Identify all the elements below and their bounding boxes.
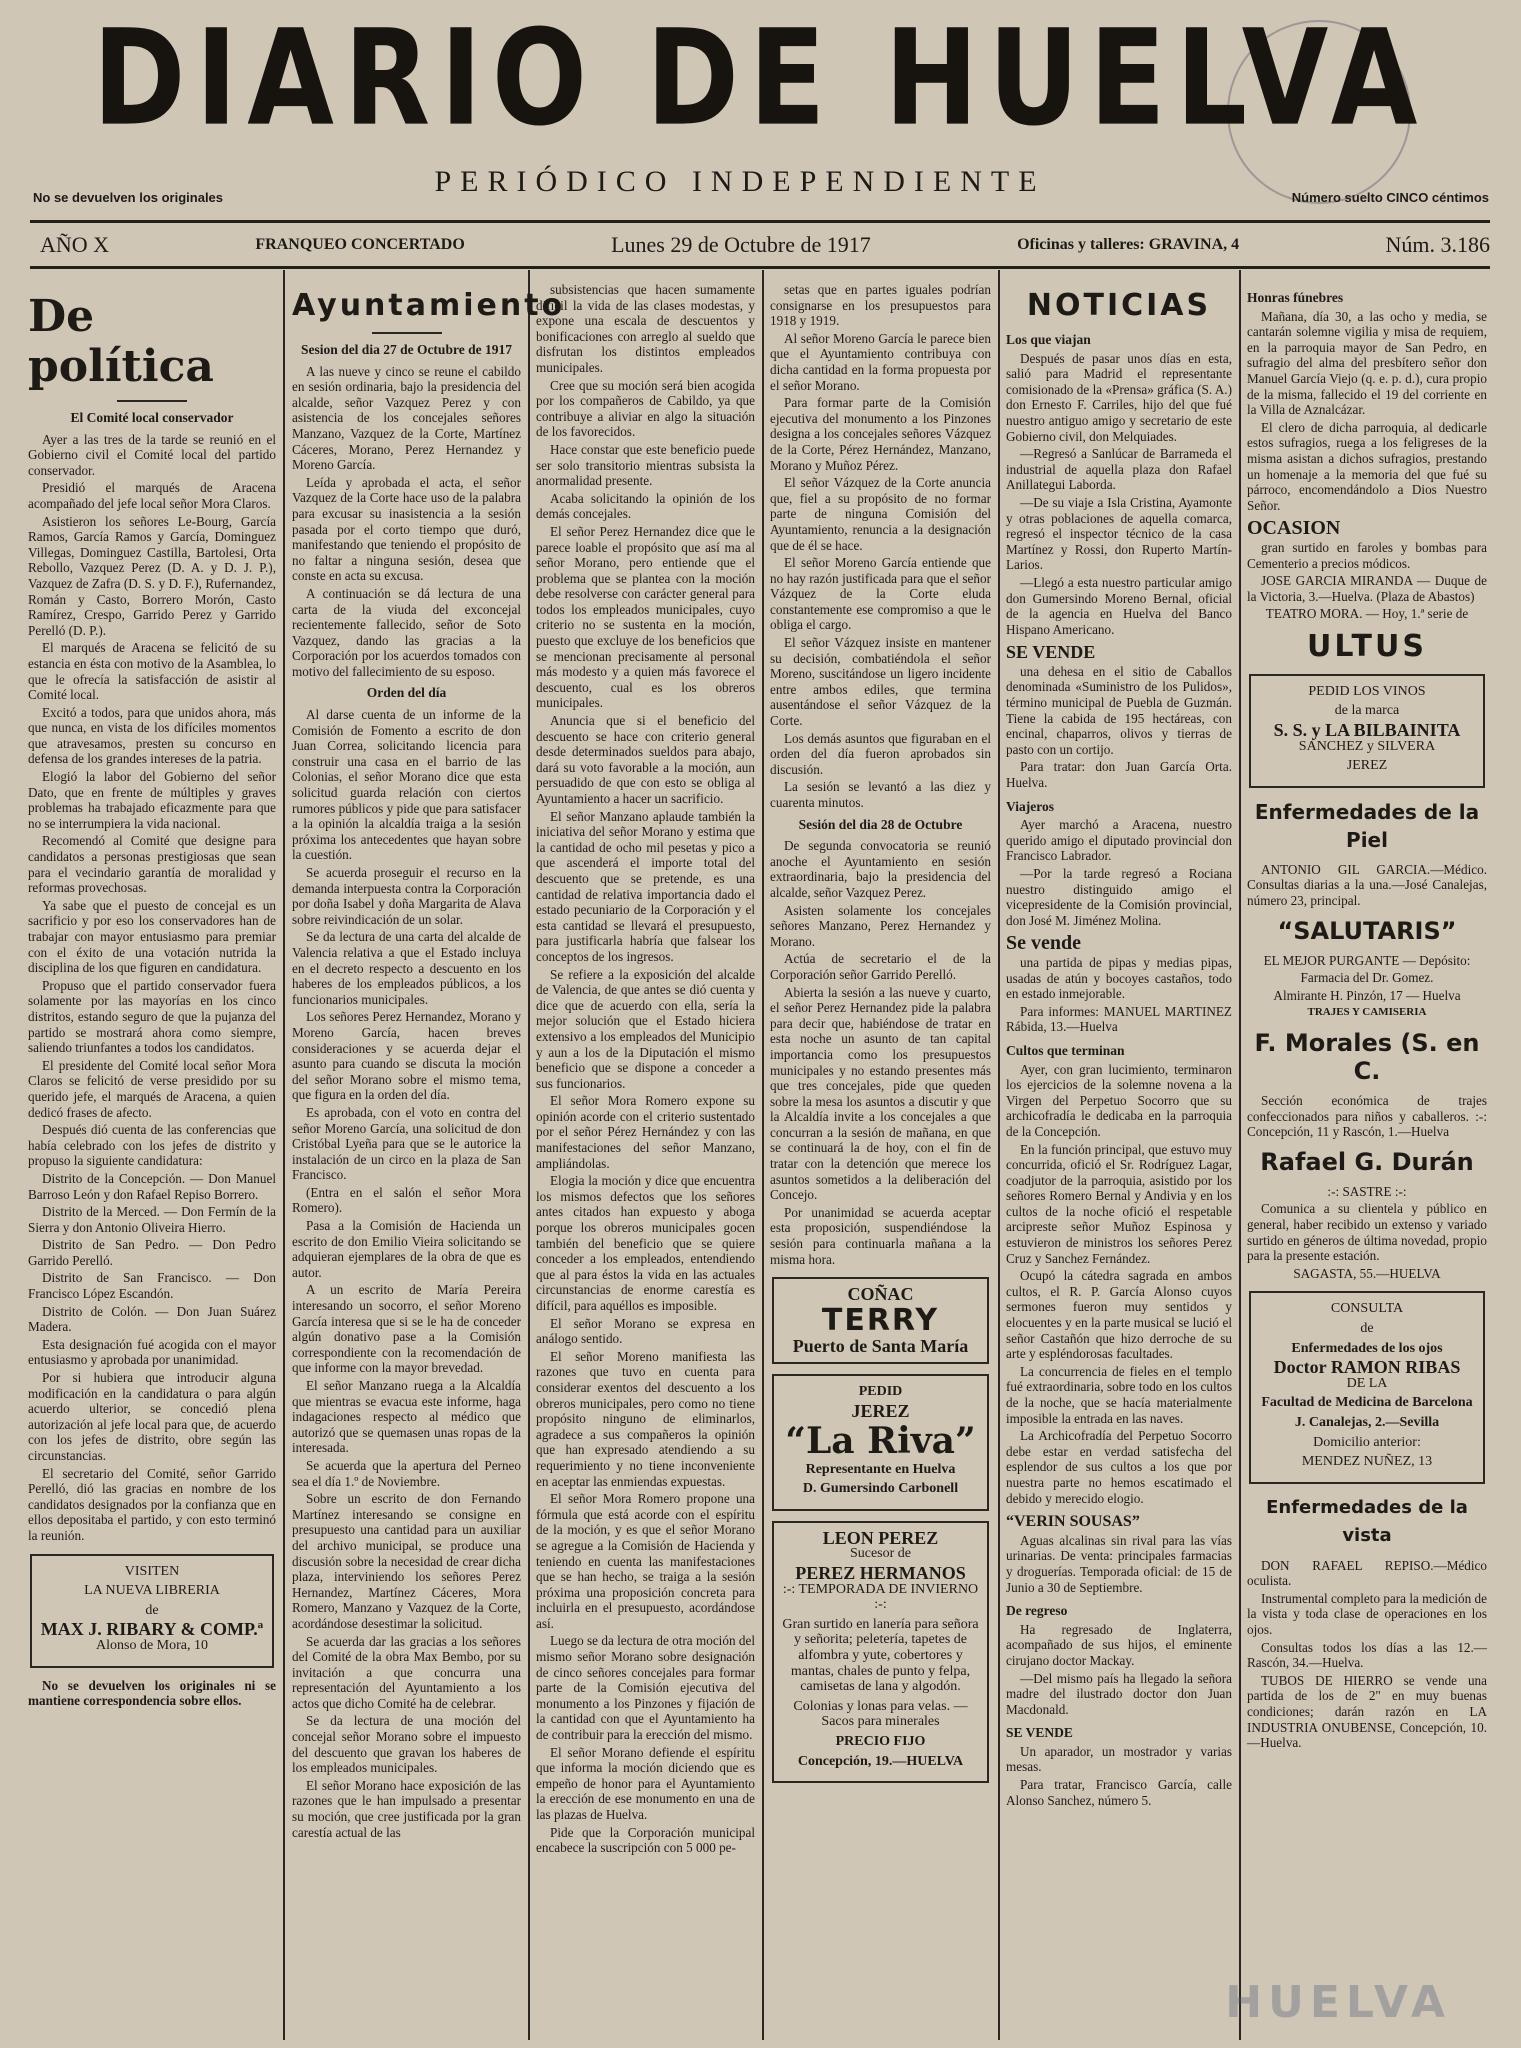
paragraph: Distrito de la Concepción. — Don Manuel Barroso León y don Rafael Repiso Borrero. — [28, 1170, 276, 1202]
paragraph: Pasa a la Comisión de Hacienda un escrito de don Emilio Vieira solicitando se adquieran ejemplares de la obra de que es autor. — [292, 1218, 521, 1280]
ad-line: MAX J. RIBARY & COMP.ª — [40, 1619, 264, 1640]
ad-line: LEON PEREZ — [822, 1527, 939, 1548]
ad-line: Gran surtido en lanería para señora y señorita; peletería, tapetes de alfombra y yute, cobertores y mantas, chales de punto y felpa, camisetas de lana y algodón. — [782, 1616, 979, 1695]
paragraph: (Entra en el salón el señor Mora Romero). — [292, 1184, 521, 1216]
offices-address: Oficinas y talleres: GRAVINA, 4 — [1017, 236, 1240, 253]
ad-line: SANCHEZ y SILVERA — [1298, 738, 1436, 754]
paragraph: El presidente del Comité local señor Mora Claros se felicitó de verse presidido por su querido jefe, el marqués de Aracena, a quien dedicó frases de afecto. — [28, 1057, 276, 1120]
column-divider — [762, 270, 764, 2040]
paragraph: La Archicofradía del Perpetuo Socorro debe estar en verdad satisfecha del esplendor de sus cultos a los que por nuestra parte no hemos escatimado el debido y merecido elogio. — [1006, 1428, 1232, 1506]
ad-line: JEREZ — [1346, 758, 1388, 774]
duran-block — [1247, 1148, 1487, 1176]
paragraph: Abierta la sesión a las nueve y cuarto, el señor Perez Hernandez pide la palabra para decir que, habiéndose de tratar en esta noche un asunto de tan capital importancia como los presupuestos municipales y no estando presentes más que tres concejales, pide que queden sobre la mesa los asuntos a discutir y que la Alcaldía invite a los concejales a que concurran a la sesión de mañana, en que se continuará la de hoy, con el fin de tratar con la detención que merece los asuntos sometidos a la deliberación del Concejo. — [770, 984, 991, 1203]
paragraph: Se acuerda dar las gracias a los señores del Comité de la obra Max Bembo, por su invitación a que concurra una representación del Ayuntamiento a los actos que dicho Comité ha de celebrar. — [292, 1633, 521, 1711]
paragraph: Después dió cuenta de las conferencias que había celebrado con los jefes de distrito y propuso la siguiente candidatura: — [28, 1122, 276, 1169]
piel-block — [1247, 798, 1487, 854]
ad-line: S. S. y LA BILBAINITA — [1273, 720, 1461, 741]
paragraph: —Llegó a esta nuestro particular amigo don Gumersindo Moreno Bernal, oficial de la agencia en Huelva del Banco Hispano Americano. — [1006, 574, 1232, 637]
paragraph: SAGASTA, 55.—HUELVA — [1293, 1265, 1441, 1281]
originals-note: No se devuelven los originales — [33, 190, 224, 205]
paragraph: El marqués de Aracena se felicitó de su estancia en ésta con motivo de la Asamblea, lo que le ofrecía la satisfacción de asistir al Comité local. — [28, 640, 276, 703]
paragraph: Elogia la moción y dice que encuentra los mismos defectos que los señores antes citados han expuesto y aboga porque los obreros municipales gocen también del beneficio que se quiere conceder a los empleados, entendiendo que al para éstos la vida en las actuales circunstancias de enorme carestía es difícil, para aquéllos es imposible. — [536, 1173, 755, 1313]
paragraph: Distrito de San Francisco. — Don Francisco López Escandón. — [28, 1270, 276, 1302]
paragraph: Mañana, día 30, a las ocho y media, se cantarán solemne vigilia y misa de requiem, en la parroquia mayor de San Pedro, en sufragio del alma del presbítero señor don Manuel García Viejo (q. e. p. d.), cura propio de la misma, fallecido el 19 del corriente en la Villa de Aznalcázar. — [1247, 308, 1487, 418]
paragraph: El clero de dicha parroquia, al dedicarle estos sufragios, ruega a los feligreses de la misma asistan a dichos sufragios, prestando un homenaje a la memoria del que fué su párroco, encomendándolo a Dios Nuestro Señor. — [1247, 419, 1487, 513]
article-subtitle: El Comité local conservador — [70, 410, 234, 425]
paragraph: Para informes: MANUEL MARTINEZ Rábida, 13.—Huelva — [1006, 1003, 1232, 1035]
masthead-rule-bottom — [30, 266, 1490, 269]
paragraph: Al darse cuenta de un informe de la Comisión de Fomento a escrito de don Juan Correa, solicitando licencia para construir una casa en el barrio de las Colonias, el señor Morano dice que esta solicitud guarda relación con ciertos rumores públicos y pide que para satisfacer a la opinión la alcaldía traiga a la sesión próxima los antecedentes que hayan sobre la cuestión. — [292, 707, 521, 863]
paragraph: EL MEJOR PURGANTE — Depósito: — [1263, 952, 1471, 968]
paragraph: Acaba solicitando la opinión de los demás concejales. — [536, 490, 755, 522]
paragraph: El señor Morano hace exposición de las razones que le han impulsado a presentar su moción, que cree justificada por la gran carestía actual de las — [292, 1777, 521, 1840]
column-divider — [528, 270, 530, 2040]
paragraph: Anuncia que si el beneficio del descuento se hace con criterio general desde determinados sueldos para abajo, dará su voto favorable a la moción, aun persuadido de que con esto se obliga al Ayuntamiento a hacer un sacrificio. — [536, 713, 755, 806]
paragraph: Cree que su moción será bien acogida por los compañeros de Cabildo, ya que contribuye a aliviar en algo la situación de los favorecidos. — [536, 377, 755, 440]
paragraph: Elogió la labor del Gobierno del señor Dato, que en frente de múltiples y graves problemas ha trabajado eficazmente para que no se interrumpiera la vida nacional. — [28, 769, 276, 831]
paragraph: La sesión se levantó a las diez y cuarenta minutos. — [770, 779, 991, 810]
paragraph: El señor Perez Hernandez dice que le parece loable el propósito que así ma al señor Morano, pero entiende que el problema que se plantea con la moción debe resolverse con carácter general para todos los empleados municipales, cuyo criterio no se sustenta en la moción, puesto que excluye de los beneficios que se mencionan precisamente al personal más modesto y a quien más favorece el descuento, cual es los obreros municipales. — [536, 523, 755, 711]
paragraph: Distrito de San Pedro. — Don Pedro Garrido Perelló. — [28, 1237, 276, 1268]
ad-heading: Enfermedades de la Piel — [1254, 799, 1480, 852]
paragraph: El secretario del Comité, señor Garrido Perelló, dió las gracias en nombre de los candidatos designados por la confianza que en ellos depositaba el partido, y con esto terminó la reunión. — [28, 1465, 276, 1543]
ad-line: D. Gumersindo Carbonell — [802, 1481, 959, 1497]
paragraph: TRAJES Y CAMISERIA — [1307, 1006, 1427, 1019]
ad-heading: F. Morales (S. en C. — [1254, 1029, 1480, 1085]
section-heading: De regreso — [1006, 1603, 1068, 1619]
paragraph: Es aprobada, con el voto en contra del señor Moreno García, una solicitud de don Cristóbal Lyeña para que se le autorice la instalación de un circo en la plaza de San Francisco. — [292, 1104, 521, 1183]
paragraph: Sección económica de trajes confeccionados para niños y caballeros. :-: Concepción, 11 y Rascón, 1.—Huelva — [1247, 1093, 1487, 1140]
ad-line: MENDEZ NUÑEZ, 13 — [1301, 1454, 1433, 1470]
paragraph: —De su viaje a Isla Cristina, Ayamonte y otras poblaciones de aquella comarca, regresó el inspector técnico de la casa Martínez y Rossi, don Ruperto Martín-Larios. — [1006, 494, 1232, 573]
ad-line: DE LA — [1346, 1375, 1388, 1391]
teatro-title — [1247, 630, 1487, 664]
ad-heading: “SALUTARIS” — [1277, 916, 1457, 945]
ad-line: TERRY — [821, 1302, 940, 1338]
paragraph: Asisten solamente los concejales señores Manzano, Perez Hernandez y Morano. — [770, 902, 991, 949]
paragraph: Se refiere a la exposición del alcalde de Valencia, de que antes se dió cuenta y dice que de acuerdo con ella, sería la mejor solución que el Estado hiciera extensivo a los empleados del Municipio y aun a los de la Diputación el mismo beneficio que se dispone a conceder a sus funcionarios. — [536, 966, 755, 1091]
paragraph: Pide que la Corporación municipal encabece la suscripción con 5 000 pe- — [536, 1824, 755, 1856]
paragraph: Aguas alcalinas sin rival para las vías urinarias. De venta: principales farmacias y droguerías. Temporada oficial: de 15 de Junio a 30 de Septiembre. — [1006, 1532, 1232, 1595]
ad-line: Sucesor de — [849, 1546, 912, 1562]
paragraph: :-: SASTRE :-: — [1327, 1183, 1407, 1199]
paragraph: Para formar parte de la Comisión ejecutiva del monumento a los Pinzones designa a los concejales señores Vázquez de la Corte, Pérez Hernández, Manzano, Morano y Muñoz Pérez. — [770, 395, 991, 473]
paragraph: Distrito de Colón. — Don Juan Suárez Madera. — [28, 1303, 276, 1335]
paragraph: Ayer a las tres de la tarde se reunió en el Gobierno civil el Comité local del partido conservador. — [28, 431, 276, 478]
ad-line: CONSULTA — [1330, 1301, 1404, 1317]
paragraph: DON RAFAEL REPISO.—Médico oculista. — [1247, 1557, 1487, 1589]
paragraph: Instrumental completo para la medición de la vista y toda clase de operaciones en los ojos. — [1247, 1590, 1487, 1638]
ad-line: PEREZ HERMANOS — [795, 1562, 966, 1583]
article-subtitle: Sesion del dia 27 de Octubre de 1917 — [301, 342, 512, 357]
ad-la-riva — [772, 1374, 989, 1510]
paragraph: El señor Mora Romero propone una fórmula que está acorde con el espíritu de la moción, y es que el señor Morano se agregue a la Comisión de Hacienda y teniendo en cuenta las manifestaciones que se han hecho, se traiga a la sesión próxima una proposición concreta para incluirla en el presupuesto, acordándose así. — [536, 1491, 755, 1631]
ad-vinos — [1249, 674, 1485, 788]
paragraph: JOSE GARCIA MIRANDA — Duque de la Victoria, 3.—Huelva. (Plaza de Abastos) — [1247, 573, 1487, 604]
paragraph: Excitó a todos, para que unidos ahora, más que nunca, en vista de los difíciles momentos que atravesamos, presten su concurso en defensa de los grandes intereses de la patria. — [28, 704, 276, 767]
ad-line: Facultad de Medicina de Barcelona — [1261, 1395, 1473, 1411]
paragraph: Los señores Perez Hernandez, Morano y Moreno García, hacen breves consideraciones y se acuerda dejar el asunto para cuando se discuta la moción del señor Morano sobre el mismo tema, que figura en la orden del día. — [292, 1009, 521, 1103]
archive-watermark: HUELVA — [1225, 1977, 1451, 2028]
column-anuncios — [1247, 282, 1487, 2032]
paragraph: Se acuerda que la apertura del Perneo sea el día 1.º de Noviembre. — [292, 1457, 521, 1489]
paragraph: Por si hubiera que introducir alguna modificación en la candidatura o para algún acuerdo ulterior, se concedió plena autorización al jefe local para que, de acuerdo con los jefes de distrito, obre según las circunstancias. — [28, 1370, 276, 1463]
column-ayuntamiento-cont — [536, 282, 755, 2032]
paragraph: A continuación se dá lectura de una carta de la viuda del exconcejal recientemente fallecido, señor de Soto Vazquez, dando las gracias a la Corporación por los acuerdos tomados con motivo del fallecimiento de su esposo. — [292, 585, 521, 679]
column-ayuntamiento-end — [770, 282, 991, 2032]
paragraph: Recomendó al Comité que designe para candidatos a personas prestigiosas que sean para el vecindario garantía de moralidad y reformas provechosas. — [28, 833, 276, 896]
ad-leon-perez — [772, 1521, 989, 1783]
section-heading: Viajeros — [1006, 798, 1054, 814]
classified-heading: SE VENDE — [1006, 642, 1096, 663]
column-ayuntamiento — [292, 282, 566, 2032]
ad-line: JEREZ — [851, 1401, 910, 1421]
column-divider — [1239, 270, 1241, 2040]
ad-heading: Enfermedades de la vista — [1266, 1496, 1468, 1546]
ad-line: Colonias y lonas para velas. — Sacos para minerales — [793, 1698, 968, 1730]
vista-block — [1247, 1494, 1487, 1550]
article-title: Ayuntamiento — [292, 288, 566, 323]
paragraph: —Por la tarde regresó a Rociana nuestro distinguido amigo el vicepresidente de la Comisión provincial, don José M. Jiménez Molina. — [1006, 866, 1232, 928]
classified-heading: OCASION — [1247, 517, 1341, 540]
paragraph: El señor Moreno manifiesta las razones que tuvo en cuenta para considerar exentos del descuento a los obreros municipales, pero como no tiene propósito ninguno de eliminarlos, agradece a sus compañeros la opinión que han expresado atendiendo a su requerimiento y no tiene inconveniente en aceptar las enmiendas expuestas. — [536, 1348, 755, 1489]
film-title: ULTUS — [1307, 628, 1427, 664]
divider — [372, 332, 442, 334]
paragraph: TEATRO MORA. — Hoy, 1.ª serie de — [1265, 606, 1469, 622]
ad-line: Domicilio anterior: — [1313, 1434, 1421, 1450]
paragraph: una dehesa en el sitio de Caballos denominada «Suministro de los Pulidos», término municipal de Puebla de Guzmán. Tiene la cabida de 195 hectáreas, con encinal, chaparros, olivos y tierras de pasto con un cortijo. — [1006, 663, 1232, 757]
ad-line: Doctor RAMON RIBAS — [1273, 1357, 1461, 1378]
ad-line: Puerto de Santa María — [792, 1335, 969, 1356]
paragraph: El señor Manzano ruega a la Alcaldía que mientras se evacua este informe, haga indagaciones respecto al médico que autorizó que se quemasen unas ropas de la interesada. — [292, 1378, 521, 1456]
section-heading: Los que viajan — [1006, 332, 1091, 347]
ad-line: PRECIO FIJO — [835, 1733, 926, 1749]
issue-number: Núm. 3.186 — [1385, 232, 1490, 257]
paragraph: Por unanimidad se acuerda aceptar esta proposición, suspendiéndose la sesión para continuarla mañana a la misma hora. — [770, 1204, 991, 1267]
masthead — [0, 0, 1521, 225]
paragraph: Ocupó la cátedra sagrada en ambos cultos, el R. P. García Alonso cuyos sermones fueron muy sentidos y elocuentes y en la parte musical se lució el señor Castañón que hizo derroche de su arte y espléndorosas facultades. — [1006, 1268, 1232, 1362]
issue-date: Lunes 29 de Octubre de 1917 — [611, 232, 871, 257]
ad-line: “La Riva” — [785, 1419, 976, 1462]
ad-line: Concepción, 19.—HUELVA — [797, 1753, 964, 1769]
paragraph: Los demás asuntos que figuraban en el orden del día fueron aprobados sin discusión. — [770, 730, 991, 777]
column-divider — [283, 270, 285, 2040]
paragraph: Sobre un escrito de don Fernando Martínez interesando se consigne en presupuesto una cantidad para un auxiliar del archivo municipal, se produce una discusión sobre la necesidad de crear dicha plaza, interviniendo los señores Perez Hernandez, Martínez Cáceres, Mora Romero, Manzano y Vazquez de la Corte, acordándose desestimar la solicitud. — [292, 1491, 521, 1631]
paragraph: Consultas todos los días a las 12.—Rascón, 34.—Huelva. — [1247, 1639, 1487, 1671]
paragraph: Almirante H. Pinzón, 17 — Huelva — [1273, 987, 1461, 1003]
paragraph: El señor Morano se expresa en análogo sentido. — [536, 1315, 755, 1347]
ad-line: PEDID LOS VINOS — [1308, 683, 1426, 699]
ad-conac-terry — [772, 1277, 989, 1364]
article-title: NOTICIAS — [1026, 288, 1212, 323]
ad-line: Enfermedades de los ojos — [1291, 1340, 1443, 1356]
paragraph: A las nueve y cinco se reune el cabildo en sesión ordinaria, bajo la presidencia del alcalde, señor Vazquez Perez y con asistencia de los concejales señores Manzano, Vazquez de la Corte, Martínez Cáceres, Morano, Perez Hernandez y Moreno García. — [292, 363, 521, 473]
section-subtitle: Sesión del dia 28 de Octubre — [798, 816, 963, 832]
column-divider — [998, 270, 1000, 2040]
paragraph: Se da lectura de una carta del alcalde de Valencia relativa a que el Estado incluya en el decreto respecto a descuento en los haberes de los empleados públicos, a los funcionarios municipales. — [292, 929, 521, 1007]
paragraph: El señor Vázquez de la Corte anuncia que, fiel a su propósito de no formar parte de ninguna Comisión del Ayuntamiento, renuncia a la designación que de él se hace. — [770, 475, 991, 553]
paragraph: Para tratar, Francisco García, calle Alonso Sanchez, número 5. — [1006, 1777, 1232, 1808]
paragraph: De segunda convocatoria se reunió anoche el Ayuntamiento en sesión extraordinaria, bajo la presidencia del alcalde, señor Vazquez Perez. — [770, 838, 991, 900]
ad-line: LA NUEVA LIBRERIA — [84, 1583, 220, 1599]
newspaper-title: DIARIO DE HUELVA — [92, 2, 1428, 156]
section-heading: Cultos que terminan — [1006, 1042, 1125, 1058]
paragraph: Un aparador, un mostrador y varias mesas. — [1006, 1743, 1232, 1775]
paragraph: El señor Morano defiende el espíritu que informa la moción diciendo que es empeño de honor para el Ayuntamiento la erección de ese monumento en una de las plazas de Huelva. — [536, 1744, 755, 1822]
ad-line: de — [1360, 1320, 1374, 1336]
paragraph: Asistieron los señores Le-Bourg, García Ramos, García Ramos y García, Dominguez Villegas, Dominguez Castilla, Bartolesi, Orta Rebollo, Vazquez Perez (D. A. y D. J. P.), Vazquez de Zafra (D. S. y D. F.), Rufernandez, Román y Casto, Borrero Morón, Casto Ramírez, Crespo, Garrido Perez y Garrido Perelló (D. P.). — [28, 513, 276, 638]
column-politica — [28, 282, 276, 2032]
paragraph: una partida de pipas y medias pipas, usadas de atún y bocoyes castaños, todo en estado inmejorable. — [1006, 954, 1232, 1002]
ad-line: :-: TEMPORADA DE INVIERNO :-: — [782, 1581, 979, 1613]
price-note: Número suelto CINCO céntimos — [1291, 190, 1489, 205]
morales-block — [1247, 1029, 1487, 1085]
paragraph: —Regresó a Sanlúcar de Barrameda el industrial de aquella plaza don Rafael Anillategui Laborda. — [1006, 446, 1232, 493]
paragraph: Ya sabe que el puesto de concejal es un sacrificio y por eso los conservadores han de trabajar con mayor entusiasmo para premiar con el éxito de una votación nutrida la disciplina de los que figuren en candidatura. — [28, 897, 276, 976]
ad-consulta-ojos — [1249, 1291, 1485, 1483]
paragraph: Comunica a su clientela y público en general, haber recibido un extenso y variado surtido en géneros de última novedad, propio para la presente estación. — [1247, 1201, 1487, 1264]
ad-line: Alonso de Mora, 10 — [96, 1637, 208, 1653]
paragraph: Leída y aprobada el acta, el señor Vazquez de la Corte hace uso de la palabra para excusar su inasistencia a la sesión pasada por el corto tiempo que duró, manifestando que teniendo el propósito de no faltar a ninguna sesión, desea que conste en acta su excusa. — [292, 474, 521, 584]
paragraph: Para tratar: don Juan García Orta. Huelva. — [1006, 759, 1232, 791]
paragraph: Esta designación fué acogida con el mayor entusiasmo y aprobada por unanimidad. — [28, 1336, 276, 1368]
paragraph: Se da lectura de una moción del concejal señor Morano sobre el impuesto del descuento que gravan los haberes de los empleados municipales. — [292, 1713, 521, 1776]
paragraph: Hace constar que este beneficio puede ser solo transitorio mientras subsista la anormalidad presente. — [536, 441, 755, 489]
paragraph: TUBOS DE HIERRO se vende una partida de los de 2" en muy buenas condiciones; darán razón en LA INDUSTRIA ONUBENSE, Concepción, 10.—Huelva. — [1247, 1672, 1487, 1751]
classified-heading: “VERIN SOUSAS” — [1006, 1513, 1140, 1531]
paragraph: Distrito de la Merced. — Don Fermín de la Sierra y don Antonio Oliveira Hierro. — [28, 1204, 276, 1235]
issue-info-bar — [40, 230, 1490, 260]
paragraph: A un escrito de María Pereira interesando un socorro, el señor Moreno García interesa que si se le ha de conceder algún donativo pase a la Comisión correspondiente con la recomendación de que informe con la mayor brevedad. — [292, 1282, 521, 1376]
section-subtitle: Orden del día — [366, 685, 447, 701]
paragraph: gran surtido en faroles y bombas para Cementerio a precios módicos. — [1247, 539, 1487, 571]
salutaris-block — [1247, 917, 1487, 945]
paragraph: ANTONIO GIL GARCIA.—Médico. Consultas diarias a la una.—José Canalejas, número 23, principal. — [1247, 861, 1487, 909]
ad-line: de — [145, 1602, 159, 1618]
ad-line: de la marca — [1334, 703, 1400, 719]
newspaper-subtitle: PERIÓDICO INDEPENDIENTE — [434, 165, 1046, 198]
issue-year: AÑO X — [40, 232, 110, 257]
paragraph: Actúa de secretario el de la Corporación señor Garrido Perelló. — [770, 951, 991, 982]
paragraph: El señor Manzano aplaude también la iniciativa del señor Morano y estima que la cantidad de ocho mil pesetas y pico a que ascenderá el importe total del descuento que se pretende, es una cantidad de relativa importancia dado el estado pecuniario de la Corporación y el esta cantidad se llevará el presupuesto, para justificarla habría que falsear los conceptos de los ingresos. — [536, 808, 755, 964]
paragraph: Presidió el marqués de Aracena acompañado del jefe local señor Mora Claros. — [28, 480, 276, 511]
paragraph: La concurrencia de fieles en el templo fué extraordinaria, sobre todo en los cultos de la noche, que se hacía materialmente imposible la entrada en las naves. — [1006, 1363, 1232, 1426]
paragraph: Ha regresado de Inglaterra, acompañado de sus hijos, el eminente cirujano doctor Mackay. — [1006, 1621, 1232, 1668]
paragraph: setas que en partes iguales podrían consignarse en los presupuestos para 1918 y 1919. — [770, 282, 991, 329]
paragraph: Ayer marchó a Aracena, nuestro querido amigo el diputado provincial don Francisco Labrador. — [1006, 817, 1232, 864]
paragraph: subsistencias que hacen sumamente difícil la vida de las clases modestas, y expone una escala de descuentos y bonificaciones con arreglo al sueldo que disfrutan los distintos empleados municipales. — [536, 282, 755, 375]
paragraph: El señor Mora Romero expone su opinión acorde con el criterio sustentado por el señor Pérez Hernández y con las manifestaciones del señor Manzano, ampliándolas. — [536, 1093, 755, 1171]
section-heading: Honras fúnebres — [1247, 290, 1344, 305]
ad-heading: Rafael G. Durán — [1260, 1147, 1474, 1176]
paragraph: En la función principal, que estuvo muy concurrida, ofició el Sr. Rodríguez Lagar, coadjutor de la parroquia, asistido por los señores Romero Bernal y Andivia y en los cultos de la noche ofició el respetable arcipreste señor Muñoz Espinosa y estuvieron de ministros los señores Perez Cruz y Sanchez Fernández. — [1006, 1141, 1232, 1266]
footer-note: No se devuelven los originales ni se mantiene correspondencia sobre ellos. — [28, 1677, 276, 1709]
paragraph: Farmacia del Dr. Gomez. — [1300, 970, 1434, 986]
paragraph: Se acuerda proseguir el recurso en la demanda interpuesta contra la Corporación por doña Isabel y doña Margarita de Alava sobre reivindicación de un solar. — [292, 865, 521, 927]
section-heading: SE VENDE — [1006, 1725, 1073, 1741]
paragraph: Ayer, con gran lucimiento, terminaron los ejercicios de la solemne novena a la Virgen del Perpetuo Socorro que su archicofradía le dedicaba en la parroquia de la Concepción. — [1006, 1061, 1232, 1139]
divider — [117, 400, 187, 402]
paragraph: Al señor Moreno García le parece bien que el Ayuntamiento contribuya con dicha cantidad en la forma propuesta por el señor Morano. — [770, 330, 991, 393]
ad-line: COÑAC — [847, 1284, 914, 1305]
ad-line: Representante en Huelva — [805, 1461, 956, 1477]
franqueo-note: FRANQUEO CONCERTADO — [255, 236, 465, 253]
article-title: De política — [28, 291, 214, 392]
paragraph: El señor Moreno García entiende que no hay razón justificada para que el señor Vázquez de la Corte eluda constantemente ese compromiso a que le obliga el cargo. — [770, 555, 991, 633]
paragraph: Después de pasar unos días en esta, salió para Madrid el representante comisionado de la «Prensa» gráfica (S. A.) don Ernesto F. Carriles, hijo del que fué nuestro antiguo amigo y secretario de este Gobierno civil, don Melquiades. — [1006, 350, 1232, 444]
paragraph: El señor Vázquez insiste en mantener su decisión, combatiéndola el señor Moreno, suscitándose un ligero incidente entre ambos ediles, que termina ausentándose el señor Vázquez de la Corte. — [770, 635, 991, 729]
ad-line: VISITEN — [124, 1563, 180, 1579]
column-noticias — [1006, 282, 1232, 2032]
ad-libreria — [30, 1554, 274, 1668]
ad-line: PEDID — [858, 1384, 903, 1400]
paragraph: —Del mismo país ha llegado la señora madre del ilustrado doctor don Juan Macdonald. — [1006, 1670, 1232, 1717]
paragraph: Propuso que el partido conservador fuera solamente por las mayorías en los cinco distritos, estando seguro de que la pujanza del partido se mostrará ahora como siempre, saliendo triunfantes a todos los candidatos. — [28, 977, 276, 1056]
ad-line: J. Canalejas, 2.—Sevilla — [1294, 1414, 1440, 1430]
masthead-rule-top — [30, 220, 1490, 223]
classified-heading: Se vende — [1006, 932, 1081, 955]
paragraph: Luego se da lectura de otra moción del mismo señor Morano sobre designación de cinco señores concejales para formar parte de la Comisión ejecutiva del monumento a los Pinzones y fijación de la cantidad con que el Ayuntamiento ha de contribuir para la erección del mismo. — [536, 1633, 755, 1743]
